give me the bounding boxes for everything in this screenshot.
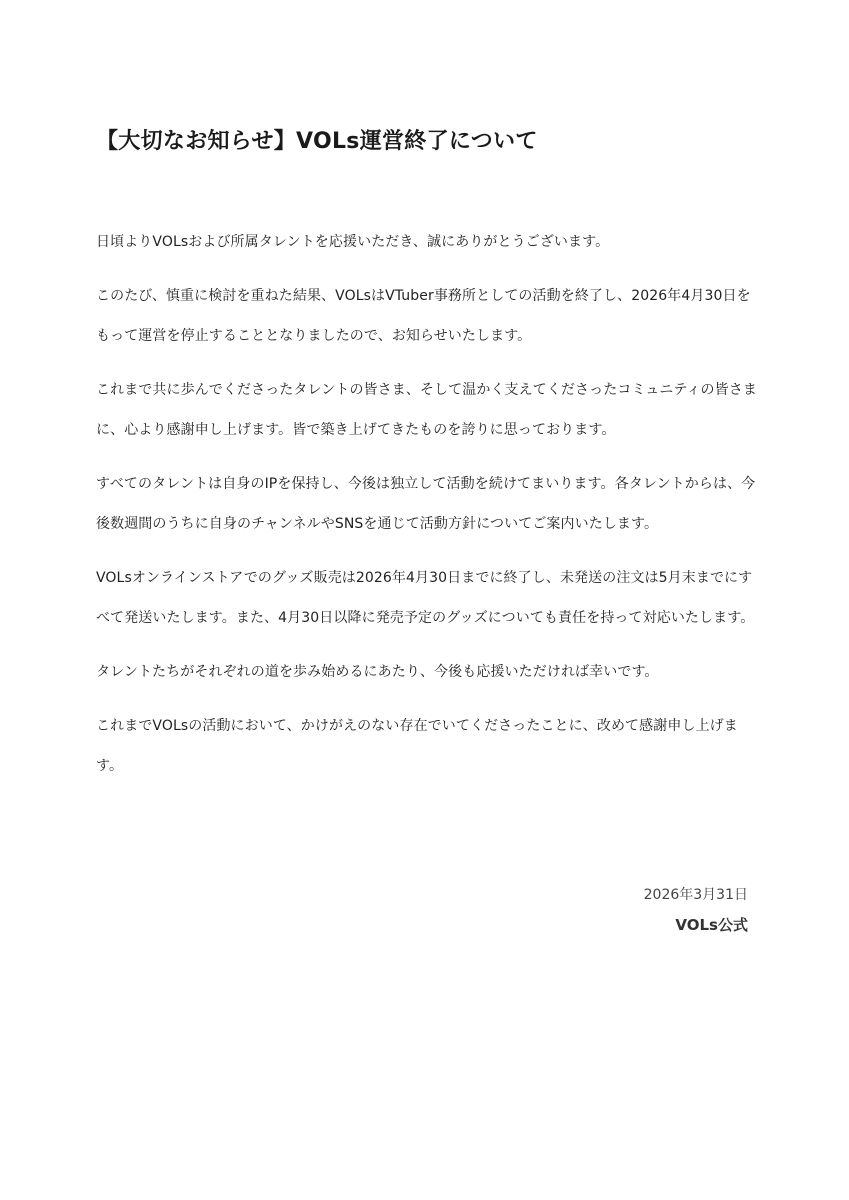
notice-signature: VOLs公式: [675, 916, 748, 934]
paragraph-thanks: これまで共に歩んでくださったタレントの皆さま、そして温かく支えてくださったコミュニティの皆さまに、心より感謝申し上げます。皆で築き上げてきたものを誇りに思っております。: [96, 382, 757, 438]
paragraph-store: VOLsオンラインストアでのグッズ販売は2026年4月30日までに終了し、未発送の注文は5月末までにすべて発送いたします。また、4月30日以降に発売予定のグッズについても責任を持って対応いたします。: [96, 570, 755, 626]
paragraph-greeting: 日頃よりVOLsおよび所属タレントを応援いただき、誠にありがとうございます。: [96, 234, 610, 250]
notice-body: [96, 222, 761, 800]
paragraph-talent-ip: すべてのタレントは自身のIPを保持し、今後は独立して活動を続けてまいります。各タレントからは、今後数週間のうちに自身のチャンネルやSNSを通じて活動方針についてご案内いたします。: [96, 476, 756, 532]
paragraph-announcement: このたび、慎重に検討を重ねた結果、VOLsはVTuber事務所としての活動を終了し、2026年4月30日をもって運営を停止することとなりましたので、お知らせいたします。: [96, 288, 751, 344]
paragraph-support: タレントたちがそれぞれの道を歩み始めるにあたり、今後も応援いただければ幸いです。: [96, 664, 659, 680]
notice-date: 2026年3月31日: [643, 887, 748, 903]
notice-footer: [644, 880, 748, 940]
page-title: 【大切なお知らせ】VOLs運営終了について: [96, 129, 538, 154]
paragraph-closing: これまでVOLsの活動において、かけがえのない存在でいてくださったことに、改めて感謝申し上げます。: [96, 718, 738, 774]
